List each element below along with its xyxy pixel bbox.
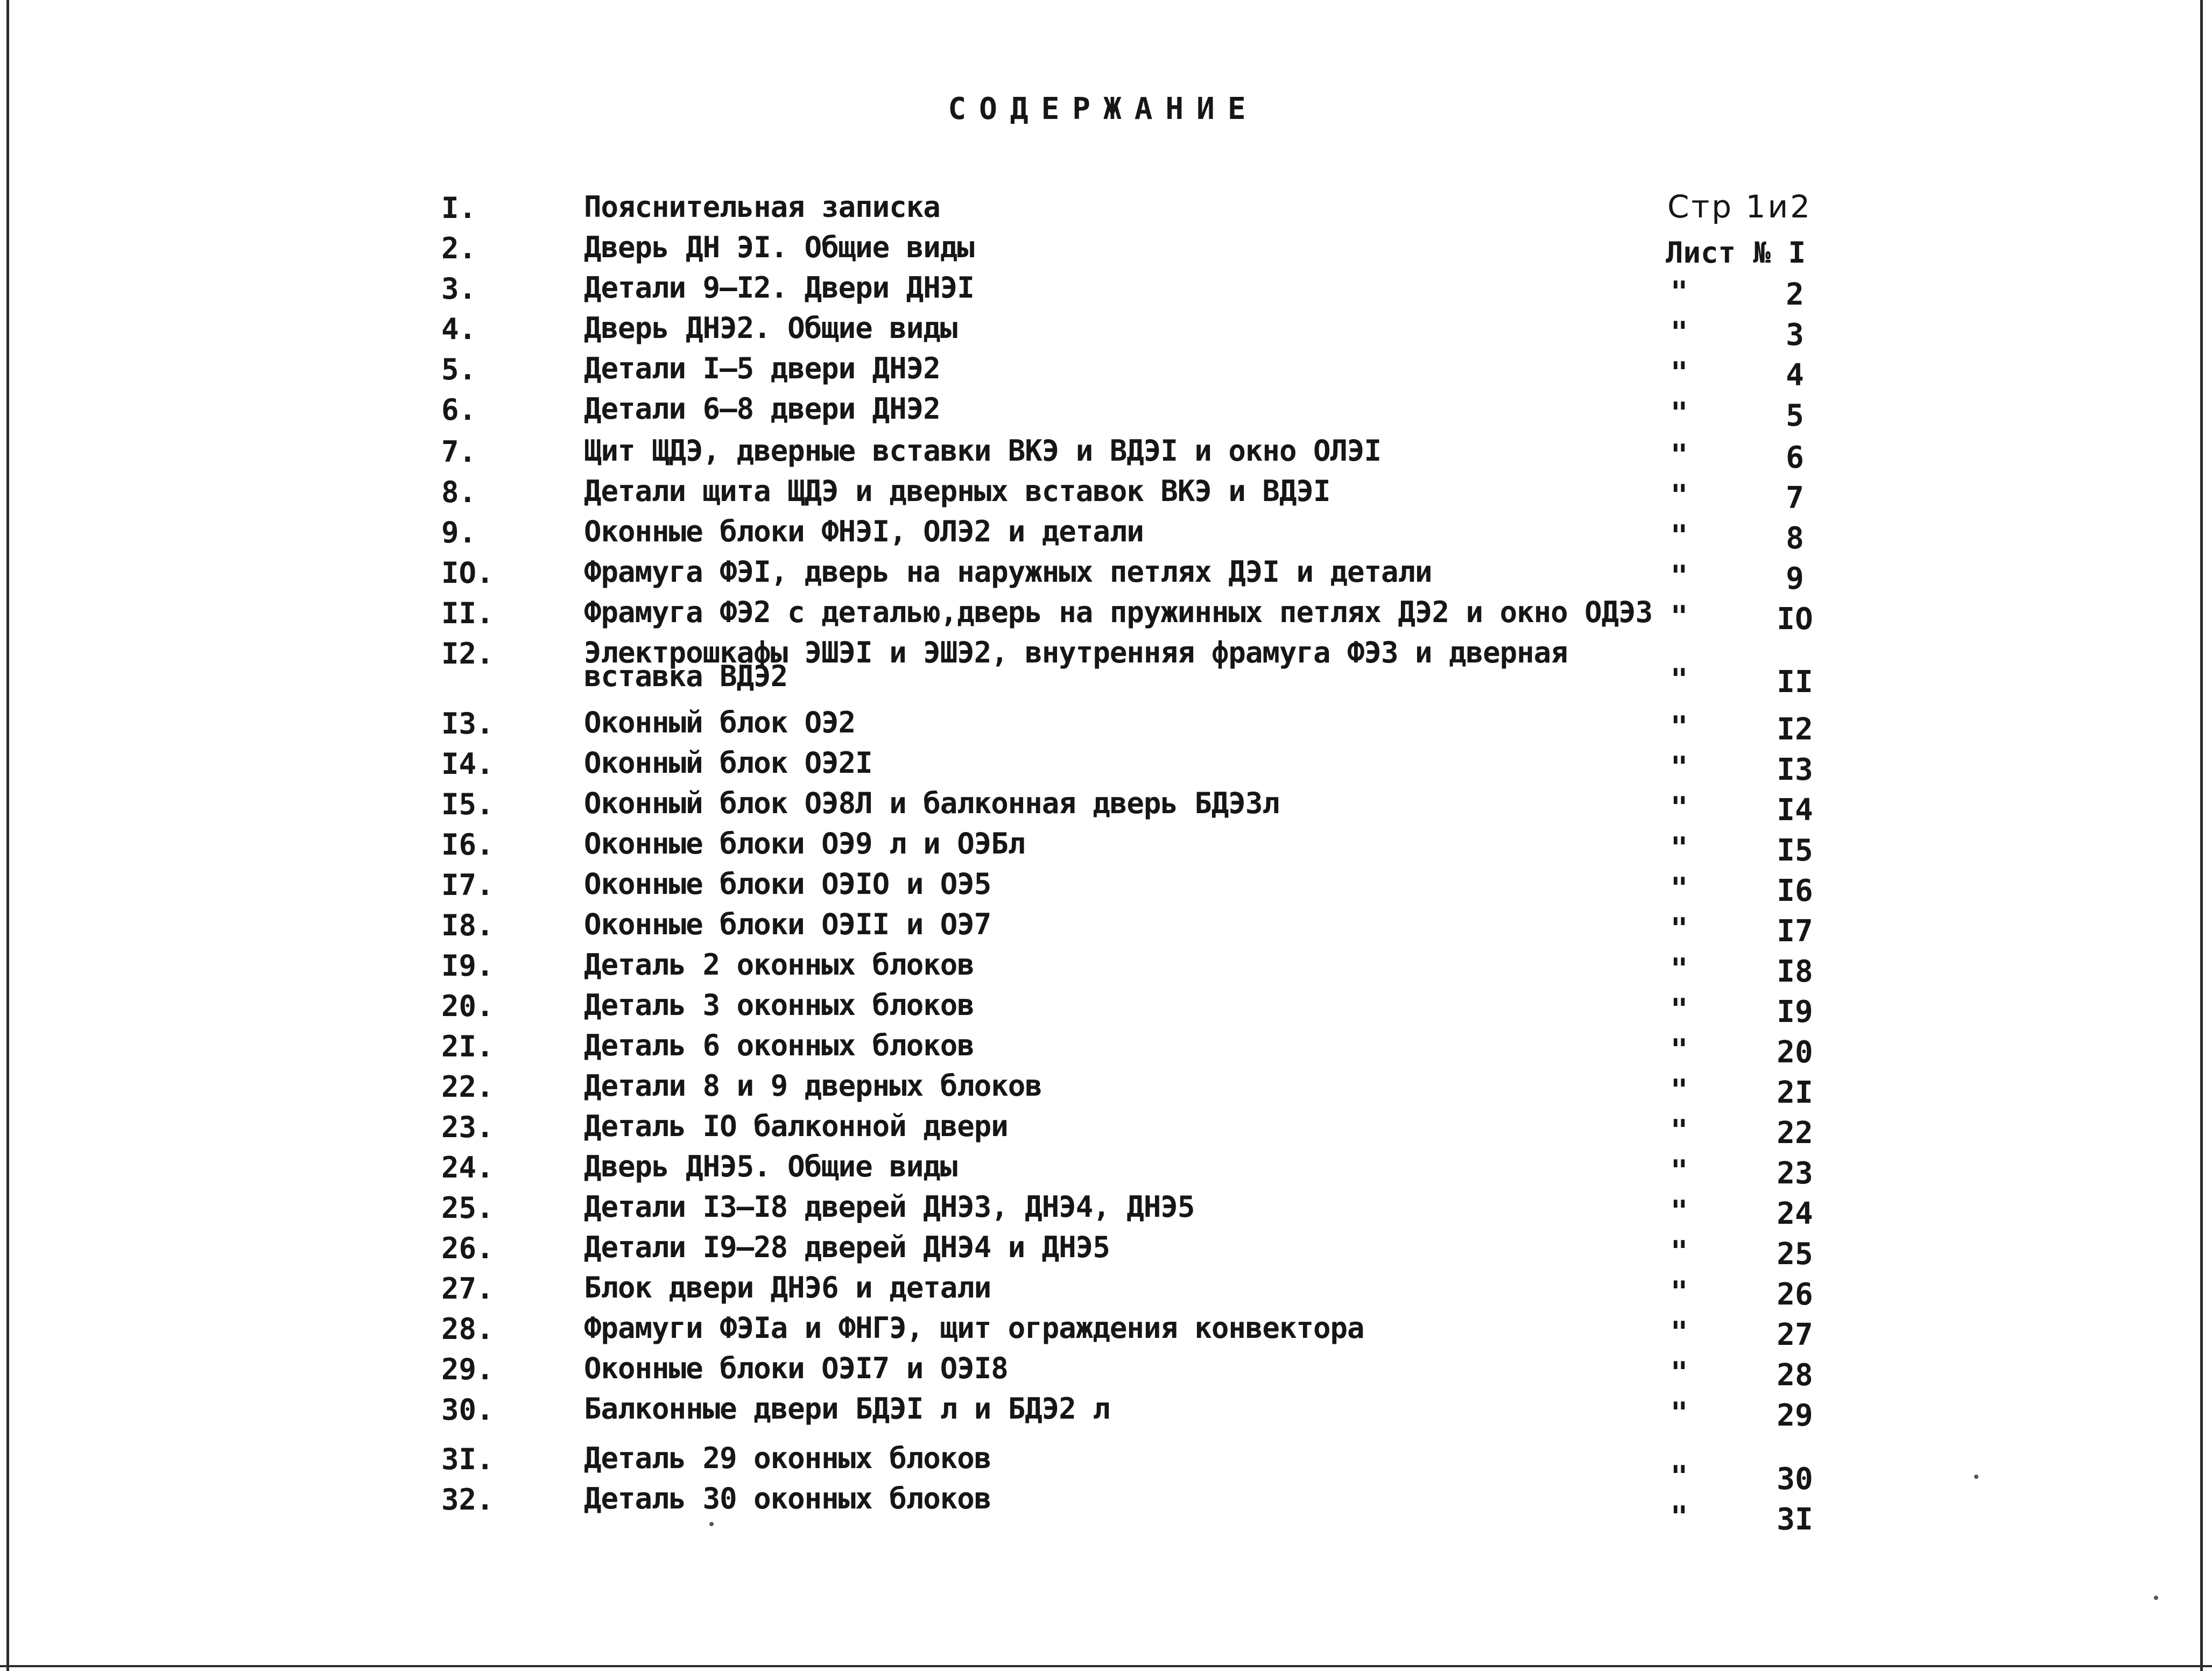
contents-row [0,352,2212,396]
contents-row [0,231,2212,274]
entry-number: I. [441,191,477,225]
contents-row [0,1312,2212,1355]
entry-number: 32. [441,1483,494,1517]
entry-number: II. [441,596,494,630]
ditto-mark: " [1670,952,1688,986]
entry-sheet-number: 3 [1786,318,1804,352]
entry-sheet-number: 2I [1777,1075,1813,1110]
entry-sheet-number: 27 [1777,1317,1813,1352]
ditto-mark: " [1670,519,1688,553]
ditto-mark: " [1670,559,1688,593]
ditto-mark: " [1670,438,1688,472]
contents-row [0,272,2212,315]
contents-row [0,191,2212,234]
entry-number: 24. [441,1151,494,1184]
entry-title: Деталь 30 оконных блоков [584,1482,991,1515]
entry-title: Дверь ДНЭ2. Общие виды [584,311,957,345]
entry-number: I2. [441,637,494,671]
entry-title: Деталь 2 оконных блоков [584,948,974,982]
ditto-mark: " [1670,478,1688,512]
contents-row [0,516,2212,559]
entry-number: 3. [441,272,477,306]
ditto-mark: " [1670,1073,1688,1107]
ditto-mark: " [1670,912,1688,946]
ditto-mark: " [1670,992,1688,1026]
entry-number: I4. [441,747,494,781]
contents-row [0,949,2212,992]
entry-sheet-number: I2 [1777,712,1813,747]
entry-title: Фрамуга ФЭI, дверь на наружных петлях ДЭI и детали [584,555,1432,589]
entry-sheet-number: 2 [1786,277,1804,312]
contents-row [0,1272,2212,1315]
entry-title: Детали I9–28 дверей ДНЭ4 и ДНЭ5 [584,1230,1110,1264]
entry-sheet-number: I8 [1777,954,1813,989]
entry-title: Детали I3–I8 дверей ДНЭ3, ДНЭ4, ДНЭ5 [584,1190,1195,1224]
entry-title: Балконные двери БДЭI л и БДЭ2 л [584,1392,1110,1426]
entry-sheet-number: 29 [1777,1398,1813,1433]
entry-title: Дверь ДНЭ5. Общие виды [584,1150,957,1183]
entry-sheet-number: I9 [1777,995,1813,1030]
ditto-mark: " [1670,600,1688,633]
entry-number: I5. [441,787,494,821]
ditto-mark: " [1670,1500,1688,1534]
entry-sheet-number: 4 [1786,358,1804,393]
entry-sheet-number: 8 [1786,521,1804,556]
entry-number: 26. [441,1231,494,1265]
scan-speck [2154,1596,2158,1600]
ditto-mark: " [1670,275,1688,309]
contents-row [0,707,2212,750]
ditto-mark: " [1670,1235,1688,1268]
entry-title: Детали I–5 двери ДНЭ2 [584,351,940,385]
ditto-mark: " [1670,750,1688,784]
contents-row [0,1352,2212,1395]
contents-row [0,1070,2212,1113]
entry-sheet-number: I7 [1777,914,1813,949]
entry-sheet-number: 5 [1786,398,1804,433]
ditto-mark: " [1670,1154,1688,1188]
contents-row [0,1030,2212,1073]
entry-number: 2. [441,231,477,265]
entry-sheet-number: 30 [1777,1462,1813,1497]
contents-row [0,1191,2212,1234]
contents-row [0,435,2212,478]
entry-number: 25. [441,1191,494,1225]
entry-title: Оконный блок ОЭ8Л и балконная дверь БДЭЗл [584,786,1279,820]
entry-title: Детали 9–I2. Двери ДНЭI [584,271,974,305]
entry-title: Оконный блок ОЭ2I [584,746,872,780]
ditto-mark: " [1670,1033,1688,1067]
contents-row [0,868,2212,911]
entry-title: Пояснительная записка [584,190,940,224]
entry-title: Электрошкафы ЭШЭI и ЭШЭ2, внутренняя фрамуга ФЭЗ и дверная вставка ВДЭ2 [584,636,1568,693]
contents-row [0,787,2212,830]
contents-row [0,636,2212,700]
header-page-label: Стр 1и2 [1667,188,1813,225]
entry-title: Оконные блоки ОЭII и ОЭ7 [584,907,991,941]
entry-number: 20. [441,989,494,1023]
ditto-mark: " [1670,1396,1688,1430]
entry-number: 6. [441,393,477,427]
ditto-mark: " [1670,662,1688,696]
entry-sheet-number: II [1777,665,1813,700]
entry-number: 22. [441,1070,494,1104]
scan-speck [709,1522,714,1526]
page-title: СОДЕРЖАНИЕ [948,91,1259,126]
entry-title: Деталь IO балконной двери [584,1109,1008,1143]
entry-title: Оконные блоки ФНЭI, ОЛЭ2 и детали [584,514,1144,548]
entry-sheet-number: I5 [1777,833,1813,868]
entry-title: Деталь 29 оконных блоков [584,1441,991,1475]
entry-sheet-number: I4 [1777,793,1813,828]
entry-sheet-number: 22 [1777,1116,1813,1151]
contents-row [0,1151,2212,1194]
entry-sheet-number: 3I [1777,1502,1813,1537]
entry-title: Детали 8 и 9 дверных блоков [584,1069,1042,1103]
entry-title: Оконные блоки ОЭ9 л и ОЭБл [584,827,1025,861]
entry-sheet-number: 7 [1786,481,1804,516]
entry-sheet-number: 6 [1786,440,1804,475]
entry-title: Фрамуги ФЭIа и ФНГЭ, щит ограждения конвектора [584,1311,1364,1345]
entry-title: Щит ЩДЭ, дверные вставки ВКЭ и ВДЭI и окно ОЛЭI [584,434,1382,468]
entry-number: 28. [441,1312,494,1346]
entry-title: Деталь 3 оконных блоков [584,988,974,1022]
contents-row [0,828,2212,871]
entry-number: I6. [441,828,494,862]
entry-sheet-number: I6 [1777,873,1813,908]
entry-sheet-number: IO [1777,602,1813,637]
entry-title: Детали щита ЩДЭ и дверных вставок ВКЭ и ВДЭI [584,474,1330,508]
contents-row [0,556,2212,599]
entry-sheet-number: 26 [1777,1277,1813,1312]
entry-number: I8. [441,908,494,942]
contents-row [0,1393,2212,1436]
ditto-mark: " [1670,1275,1688,1309]
entry-number: 23. [441,1110,494,1144]
entry-number: 7. [441,435,477,469]
header-sheet-label: Лист № I [1666,236,1806,270]
entry-sheet-number: 23 [1777,1156,1813,1191]
entry-sheet-number: 9 [1786,561,1804,596]
contents-row [0,475,2212,518]
entry-title: Дверь ДН ЭI. Общие виды [584,230,974,264]
entry-number: 2I. [441,1030,494,1063]
entry-sheet-number: 24 [1777,1196,1813,1231]
entry-number: 4. [441,312,477,346]
ditto-mark: " [1670,1113,1688,1147]
entry-sheet-number: I3 [1777,752,1813,787]
ditto-mark: " [1670,315,1688,349]
entry-number: I9. [441,949,494,983]
entry-title: Фрамуга ФЭ2 с деталью,дверь на пружинных петлях ДЭ2 и окно ОДЭЗ [584,595,1653,629]
contents-row [0,989,2212,1032]
entry-number: 30. [441,1393,494,1427]
ditto-mark: " [1670,1356,1688,1390]
contents-row [0,1482,2212,1537]
ditto-mark: " [1670,871,1688,905]
ditto-mark: " [1670,831,1688,865]
entry-sheet-number: 20 [1777,1035,1813,1070]
entry-number: 5. [441,352,477,386]
entry-number: I7. [441,868,494,902]
entry-title: Оконные блоки ОЭI7 и ОЭI8 [584,1351,1008,1385]
contents-row [0,1231,2212,1274]
entry-title: Деталь 6 оконных блоков [584,1028,974,1062]
ditto-mark: " [1670,1315,1688,1349]
ditto-mark: " [1670,710,1688,744]
entry-number: IO. [441,556,494,590]
ditto-mark: " [1670,396,1688,430]
contents-row [0,393,2212,436]
ditto-mark: " [1670,791,1688,824]
entry-title: Блок двери ДНЭ6 и детали [584,1271,991,1305]
entry-number: 8. [441,475,477,509]
entry-title: Оконный блок ОЭ2 [584,706,856,739]
ditto-mark: " [1670,1460,1688,1493]
contents-row [0,1441,2212,1497]
entry-title: Детали 6–8 двери ДНЭ2 [584,392,940,426]
contents-row [0,312,2212,355]
entry-number: 27. [441,1272,494,1306]
scan-speck [1974,1475,1978,1479]
entry-number: 9. [441,516,477,549]
ditto-mark: " [1670,356,1688,390]
contents-row [0,1110,2212,1153]
ditto-mark: " [1670,1194,1688,1228]
contents-row [0,747,2212,790]
entry-number: 3I. [441,1442,494,1476]
entry-sheet-number: 28 [1777,1358,1813,1393]
contents-row [0,596,2212,639]
entry-number: I3. [441,707,494,741]
entry-sheet-number: 25 [1777,1237,1813,1272]
contents-row [0,908,2212,951]
entry-title: Оконные блоки ОЭIO и ОЭ5 [584,867,991,901]
entry-number: 29. [441,1352,494,1386]
